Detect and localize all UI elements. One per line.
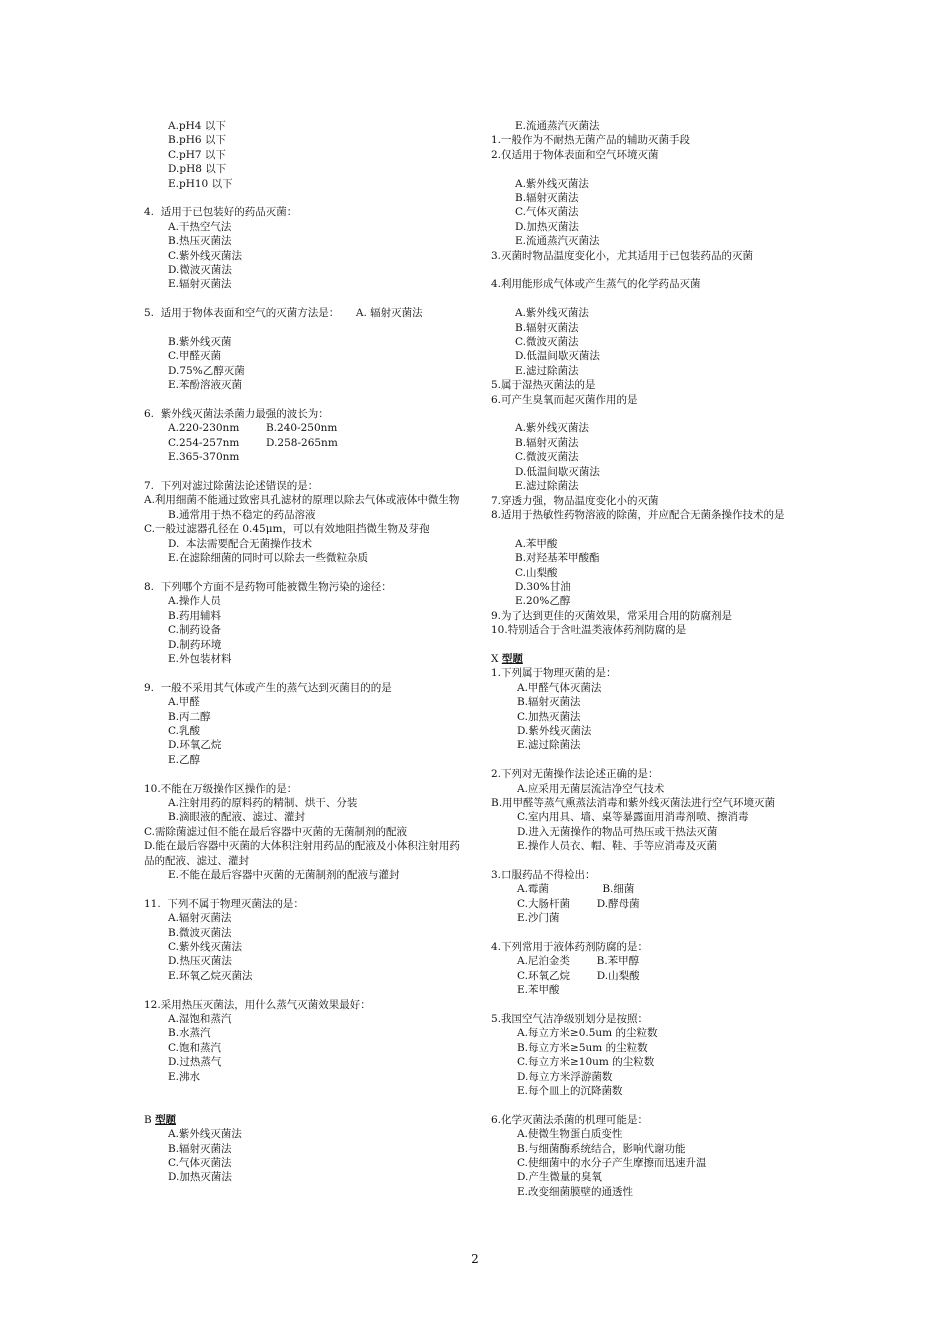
answer-option: D.加热灭菌法: [515, 220, 579, 233]
question-text: 7. 下列对滤过除菌法论述错误的是：: [144, 480, 319, 493]
question-text: 2.下列对无菌操作法论述正确的是：: [491, 768, 659, 781]
answer-option: A.使微生物蛋白质变性: [517, 1128, 623, 1141]
answer-option: A.紫外线灭菌法: [168, 1128, 242, 1141]
question-text: 1.一般作为不耐热无菌产品的辅助灭菌手段: [491, 134, 691, 147]
question-text: 4.利用能形成气体或产生蒸气的化学药品灭菌: [491, 278, 701, 291]
blank-line: [491, 407, 811, 421]
answer-option: A.干热空气法: [168, 220, 232, 233]
question-text: 5.属于湿热灭菌法的是: [491, 379, 596, 392]
question-text: 4.下列常用于液体药剂防腐的是：: [491, 941, 649, 954]
answer-option: B.辐射灭菌法: [168, 1142, 232, 1155]
answer-option: E.苯甲酸: [517, 984, 560, 997]
answer-option: B.辐射灭菌法: [515, 436, 579, 449]
answer-option: A.湿饱和蒸汽: [168, 1013, 232, 1026]
answer-option: E.20%乙醇: [515, 595, 571, 608]
section-heading: B 型题: [144, 1113, 177, 1126]
blank-line: [491, 263, 811, 277]
answer-option: C.微波灭菌法: [515, 336, 579, 349]
question-text: 6. 紫外线灭菌法杀菌力最强的波长为：: [144, 408, 329, 421]
question-text: 1.下列属于物理灭菌的是：: [491, 667, 617, 680]
answer-option: B.通常用于热不稳定的药品溶液: [168, 508, 316, 521]
blank-line: [144, 393, 462, 407]
answer-option: E.操作人员衣、帽、鞋、手等应消毒及灭菌: [517, 840, 718, 853]
right-column: [491, 119, 811, 1199]
answer-option: D.热压灭菌法: [168, 955, 232, 968]
answer-option: B.与细菌酶系统结合，影响代谢功能: [517, 1142, 686, 1155]
question-text: 6.可产生臭氧而起灭菌作用的是: [491, 393, 638, 406]
answer-option: E.流通蒸汽灭菌法: [515, 120, 600, 132]
answer-option: E.365-370nm: [168, 451, 240, 464]
answer-option: E.每个皿上的沉降菌数: [517, 1085, 623, 1098]
answer-option: D.加热灭菌法: [168, 1171, 232, 1184]
answer-option: C.室内用具、墙、桌等暴露面用消毒剂喷、擦消毒: [517, 811, 749, 824]
question-text: 7.穿透力强，物品温度变化小的灭菌: [491, 494, 659, 507]
question-text: 12.采用热压灭菌法，用什么蒸气灭菌效果最好：: [144, 998, 371, 1011]
section-heading: X 型题: [491, 652, 523, 665]
answer-option: B.水蒸汽: [168, 1027, 211, 1040]
answer-option: A.pH4 以下: [168, 120, 226, 132]
answer-option: A.辐射灭菌法: [168, 912, 232, 925]
blank-line: [491, 926, 811, 940]
answer-option: A.甲醛气体灭菌法: [517, 681, 602, 694]
answer-option: B.辐射灭菌法: [517, 696, 581, 709]
answer-option: C.甲醛灭菌: [168, 350, 221, 363]
answer-option: E.滤过除菌法: [515, 480, 579, 493]
blank-line: [144, 1098, 462, 1112]
blank-line: [491, 854, 811, 868]
answer-option: E.乙醇: [168, 753, 201, 766]
answer-option: C.加热灭菌法: [517, 710, 581, 723]
answer-option: D.能在最后容器中灭菌的大体积注射用药品的配液及小体积注射用药品的配液、滤过、灌封: [144, 840, 460, 867]
answer-option: C.大肠杆菌 D.酵母菌: [517, 897, 640, 910]
blank-line: [144, 566, 462, 580]
answer-option: E.滤过除菌法: [517, 739, 581, 752]
answer-option: A.紫外线灭菌法: [515, 307, 589, 320]
question-text: 10.特别适合于含吐温类液体药剂防腐的是: [491, 624, 687, 637]
answer-option: C.紫外线灭菌法: [168, 249, 242, 262]
answer-option: C.饱和蒸汽: [168, 1041, 221, 1054]
blank-line: [491, 638, 811, 652]
answer-option: D.pH8 以下: [168, 163, 227, 176]
question-text: 9.为了达到更佳的灭菌效果，常采用合用的防腐剂是: [491, 609, 733, 622]
answer-option: A.注射用药的原料药的精制、烘干、分装: [168, 796, 358, 809]
answer-option: C.紫外线灭菌法: [168, 941, 242, 954]
blank-line: [144, 666, 462, 680]
answer-option: B.每立方米≥5um 的尘粒数: [517, 1041, 648, 1054]
answer-option: B.对羟基苯甲酸酯: [515, 552, 600, 565]
question-text: 3.口服药品不得检出：: [491, 869, 596, 881]
left-column: [144, 119, 462, 1185]
question-text: 2.仅适用于物体表面和空气环境灭菌: [491, 148, 659, 161]
answer-option: A.利用细菌不能通过致密具孔滤材的原理以除去气体或液体中微生物: [144, 494, 460, 507]
answer-option: D.产生微量的臭氧: [517, 1171, 602, 1184]
answer-option: E.苯酚溶液灭菌: [168, 379, 243, 392]
answer-option: B.滴眼液的配液、滤过、灌封: [168, 811, 306, 824]
answer-option: A.紫外线灭菌法: [515, 177, 589, 190]
answer-option: C.乳酸: [168, 724, 200, 737]
answer-option: D.进入无菌操作的物品可热压或干热法灭菌: [517, 825, 718, 838]
answer-option: C.气体灭菌法: [168, 1157, 232, 1170]
blank-line: [144, 983, 462, 997]
blank-line: [491, 998, 811, 1012]
answer-option: E.沸水: [168, 1070, 201, 1083]
answer-option: C.使细菌中的水分子产生摩擦而迅速升温: [517, 1157, 707, 1170]
blank-line: [144, 767, 462, 781]
page-number: 2: [471, 1252, 479, 1266]
answer-option: C.微波灭菌法: [515, 451, 579, 464]
answer-option: E.滤过除菌法: [515, 364, 579, 377]
answer-option: E.不能在最后容器中灭菌的无菌制剂的配液与灌封: [168, 869, 400, 881]
question-text: 10.不能在万级操作区操作的是：: [144, 782, 298, 795]
blank-line: [144, 321, 462, 335]
answer-option: E.在滤除细菌的同时可以除去一些微粒杂质: [168, 552, 369, 565]
answer-option: E.沙门菌: [517, 912, 560, 925]
answer-option: C.需除菌滤过但不能在最后容器中灭菌的无菌制剂的配液: [144, 825, 407, 838]
answer-option: A.应采用无菌层流洁净空气技术: [517, 782, 665, 795]
answer-option: B.辐射灭菌法: [515, 321, 579, 334]
answer-option: A.苯甲酸: [515, 537, 558, 550]
answer-option: D.低温间歇灭菌法: [515, 350, 600, 363]
answer-option: D.30%甘油: [515, 580, 571, 593]
answer-option: B.药用辅料: [168, 609, 222, 622]
answer-option: B.用甲醛等蒸气熏蒸法消毒和紫外线灭菌法进行空气环境灭菌: [491, 796, 776, 809]
answer-option: E.环氧乙烷灭菌法: [168, 969, 253, 982]
answer-option: E.pH10 以下: [168, 177, 233, 190]
answer-option: B.热压灭菌法: [168, 235, 232, 248]
answer-option: C.pH7 以下: [168, 148, 226, 161]
blank-line: [491, 522, 811, 536]
question-text: 4. 适用于已包装好的药品灭菌：: [144, 206, 298, 219]
answer-option: B.微波灭菌法: [168, 926, 232, 939]
blank-line: [144, 465, 462, 479]
blank-line: [144, 292, 462, 306]
blank-line: [491, 162, 811, 176]
answer-option: E.改变细菌膜壁的通透性: [517, 1185, 634, 1198]
blank-line: [144, 882, 462, 896]
question-text: 8.适用于热敏性药物溶液的除菌，并应配合无菌条操作技术的是: [491, 508, 785, 521]
answer-option: C.环氧乙烷 D.山梨酸: [517, 969, 640, 982]
answer-option: D.低温间歇灭菌法: [515, 465, 600, 478]
blank-line: [491, 753, 811, 767]
answer-option: B.丙二醇: [168, 710, 211, 723]
blank-line: [491, 1098, 811, 1112]
answer-option: A.霉菌 B.细菌: [517, 883, 635, 896]
answer-option: D.每立方米浮游菌数: [517, 1070, 613, 1083]
answer-option: A.每立方米≥0.5um 的尘粒数: [517, 1027, 658, 1040]
question-text: 11. 下列不属于物理灭菌法的是：: [144, 897, 304, 910]
answer-option: C.每立方米≥10um 的尘粒数: [517, 1056, 655, 1069]
blank-line: [144, 1084, 462, 1098]
answer-option: A.紫外线灭菌法: [515, 422, 589, 435]
answer-option: E.流通蒸汽灭菌法: [515, 235, 600, 248]
answer-option: D.紫外线灭菌法: [517, 724, 592, 737]
answer-option: C.制药设备: [168, 624, 221, 637]
answer-option: D.过热蒸气: [168, 1056, 222, 1069]
answer-option: B.紫外线灭菌: [168, 336, 232, 349]
answer-option: A.甲醛: [168, 696, 200, 709]
question-text: 8. 下列哪个方面不是药物可能被微生物污染的途径：: [144, 580, 392, 593]
question-text: 5.我国空气洁净级别划分是按照：: [491, 1013, 649, 1026]
answer-option: E.辐射灭菌法: [168, 278, 232, 291]
question-text: 6.化学灭菌法杀菌的机理可能是：: [491, 1113, 649, 1126]
blank-line: [144, 191, 462, 205]
answer-option: D. 本法需要配合无菌操作技术: [168, 537, 313, 550]
answer-option: A.220-230nm B.240-250nm: [168, 422, 338, 435]
answer-option: C.254-257nm D.258-265nm: [168, 436, 338, 449]
answer-option: D.75%乙醇灭菌: [168, 364, 245, 377]
answer-option: C.气体灭菌法: [515, 206, 579, 219]
answer-option: C.山梨酸: [515, 566, 558, 579]
blank-line: [491, 292, 811, 306]
question-text: 3.灭菌时物品温度变化小，尤其适用于已包装药品的灭菌: [491, 249, 754, 262]
question-text: 9. 一般不采用其气体或产生的蒸气达到灭菌目的的是: [144, 681, 392, 694]
answer-option: D.微波灭菌法: [168, 264, 232, 277]
answer-option: D.制药环境: [168, 638, 222, 651]
answer-option: E.外包装材料: [168, 652, 232, 665]
question-text: 5. 适用于物体表面和空气的灭菌方法是： A. 辐射灭菌法: [144, 307, 423, 320]
answer-option: B.辐射灭菌法: [515, 192, 579, 205]
answer-option: A.操作人员: [168, 595, 221, 608]
answer-option: C.一般过滤器孔径在 0.45μm，可以有效地阻挡微生物及芽孢: [144, 523, 430, 536]
answer-option: B.pH6 以下: [168, 134, 226, 147]
answer-option: A.尼泊金类 B.苯甲醇: [517, 955, 640, 968]
answer-option: D.环氧乙烷: [168, 739, 222, 752]
